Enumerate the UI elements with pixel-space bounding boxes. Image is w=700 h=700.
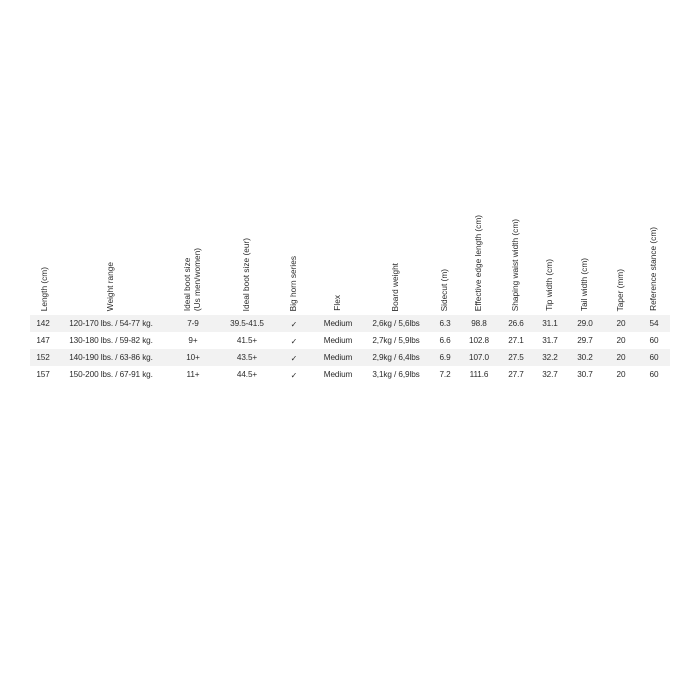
checkmark-icon: ✓ (274, 349, 314, 366)
cell-sidecut: 6.3 (430, 315, 460, 332)
col-header-weight-range (56, 205, 166, 315)
cell-taper: 20 (604, 315, 638, 332)
col-header-taper (604, 205, 638, 315)
cell-tip-width: 32.7 (534, 366, 566, 383)
checkmark-icon: ✓ (274, 315, 314, 332)
cell-flex: Medium (314, 315, 362, 332)
checkmark-icon: ✓ (274, 332, 314, 349)
table-row (30, 315, 670, 332)
cell-flex: Medium (314, 366, 362, 383)
cell-length: 157 (30, 366, 56, 383)
cell-reference-stance: 60 (638, 366, 670, 383)
cell-tail-width: 30.7 (566, 366, 604, 383)
cell-board-weight: 2,7kg / 5,9lbs (362, 332, 430, 349)
cell-edge-length: 102.8 (460, 332, 498, 349)
table-row (30, 349, 670, 366)
col-header-waist-width (498, 205, 534, 315)
cell-board-weight: 3,1kg / 6,9lbs (362, 366, 430, 383)
cell-length: 147 (30, 332, 56, 349)
col-header-boot-size-us (166, 205, 220, 315)
col-header-length (30, 205, 56, 315)
col-header-board-weight-label: Board weight (390, 262, 401, 311)
cell-taper: 20 (604, 332, 638, 349)
col-header-weight-range-label: Weight range (105, 261, 116, 311)
cell-sidecut: 6.6 (430, 332, 460, 349)
cell-edge-length: 107.0 (460, 349, 498, 366)
col-header-big-horn-label: Big horn series (288, 255, 299, 311)
cell-waist-width: 27.1 (498, 332, 534, 349)
cell-length: 152 (30, 349, 56, 366)
cell-taper: 20 (604, 366, 638, 383)
col-header-sidecut-label: Sidecut (m) (439, 268, 450, 311)
col-header-tail-width (566, 205, 604, 315)
col-header-tip-width-label: Tip width (cm) (544, 259, 555, 311)
cell-sidecut: 7.2 (430, 366, 460, 383)
cell-tip-width: 32.2 (534, 349, 566, 366)
col-header-boot-size-us-label: Ideal boot size (Us men/women) (182, 247, 202, 311)
cell-weight-range: 130-180 lbs. / 59-82 kg. (56, 332, 166, 349)
col-header-big-horn (274, 205, 314, 315)
cell-tail-width: 30.2 (566, 349, 604, 366)
cell-edge-length: 111.6 (460, 366, 498, 383)
cell-boot-size-eur: 43.5+ (220, 349, 274, 366)
col-header-reference-stance (638, 205, 670, 315)
cell-length: 142 (30, 315, 56, 332)
col-header-boot-size-eur (220, 205, 274, 315)
cell-board-weight: 2,6kg / 5,6lbs (362, 315, 430, 332)
cell-flex: Medium (314, 349, 362, 366)
col-header-waist-width-label: Shaping waist width (cm) (510, 218, 521, 311)
cell-waist-width: 27.7 (498, 366, 534, 383)
cell-sidecut: 6.9 (430, 349, 460, 366)
table-row (30, 332, 670, 349)
col-header-edge-length (460, 205, 498, 315)
cell-boot-size-us: 11+ (166, 366, 220, 383)
cell-boot-size-eur: 44.5+ (220, 366, 274, 383)
cell-weight-range: 120-170 lbs. / 54-77 kg. (56, 315, 166, 332)
cell-tip-width: 31.1 (534, 315, 566, 332)
cell-boot-size-us: 9+ (166, 332, 220, 349)
col-header-reference-stance-label: Reference stance (cm) (648, 227, 659, 311)
board-spec-table (30, 205, 670, 383)
table-row (30, 366, 670, 383)
cell-flex: Medium (314, 332, 362, 349)
header-row (30, 205, 670, 315)
col-header-board-weight (362, 205, 430, 315)
col-header-boot-size-eur-label: Ideal boot size (eur) (241, 237, 252, 311)
cell-board-weight: 2,9kg / 6,4lbs (362, 349, 430, 366)
cell-waist-width: 27.5 (498, 349, 534, 366)
cell-weight-range: 140-190 lbs. / 63-86 kg. (56, 349, 166, 366)
col-header-taper-label: Taper (mm) (615, 268, 626, 311)
cell-boot-size-us: 10+ (166, 349, 220, 366)
cell-waist-width: 26.6 (498, 315, 534, 332)
col-header-edge-length-label: Effective edge length (cm) (473, 214, 484, 311)
col-header-flex (314, 205, 362, 315)
cell-tail-width: 29.7 (566, 332, 604, 349)
cell-reference-stance: 60 (638, 332, 670, 349)
cell-weight-range: 150-200 lbs. / 67-91 kg. (56, 366, 166, 383)
col-header-flex-label: Flex (332, 295, 343, 311)
cell-taper: 20 (604, 349, 638, 366)
cell-edge-length: 98.8 (460, 315, 498, 332)
col-header-sidecut (430, 205, 460, 315)
cell-boot-size-eur: 39.5-41.5 (220, 315, 274, 332)
cell-boot-size-eur: 41.5+ (220, 332, 274, 349)
cell-tail-width: 29.0 (566, 315, 604, 332)
cell-boot-size-us: 7-9 (166, 315, 220, 332)
col-header-length-label: Length (cm) (39, 266, 49, 311)
cell-tip-width: 31.7 (534, 332, 566, 349)
col-header-tail-width-label: Tail width (cm) (579, 257, 590, 311)
cell-reference-stance: 54 (638, 315, 670, 332)
col-header-tip-width (534, 205, 566, 315)
checkmark-icon: ✓ (274, 366, 314, 383)
cell-reference-stance: 60 (638, 349, 670, 366)
